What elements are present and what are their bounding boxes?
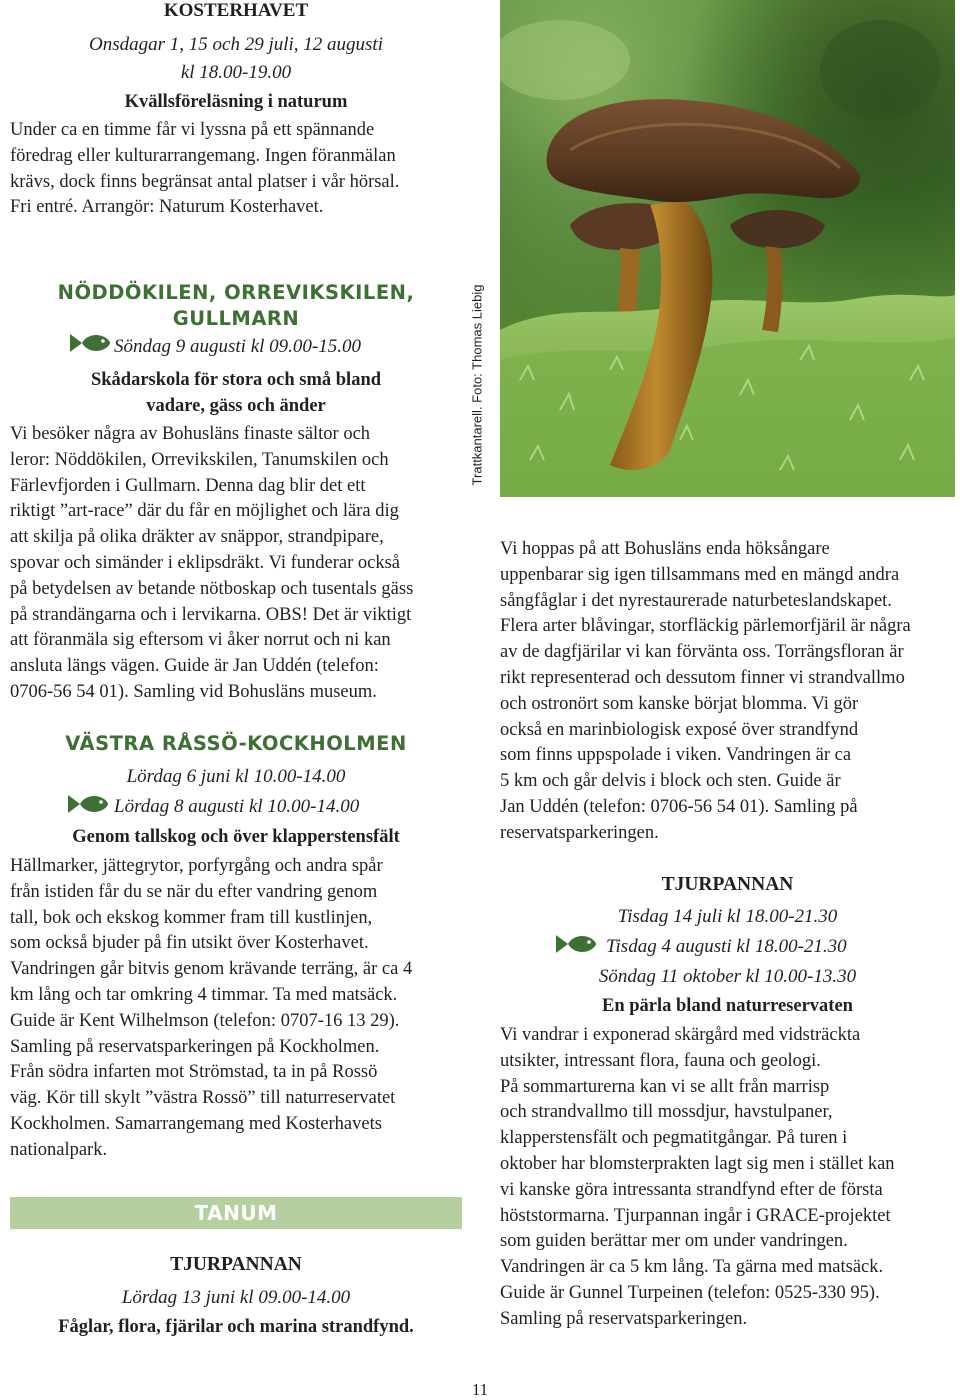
text-line: Under ca en timme får vi lyssna på ett spännande — [10, 120, 375, 140]
event-description — [500, 537, 955, 847]
text-line: Samling på reservatsparkeringen på Kockholmen. — [10, 1036, 380, 1057]
text-line: också en marinbiologisk exposé över strandfynd — [500, 719, 859, 740]
text-line: leror: Nöddökilen, Orrevikskilen, Tanumskilen och — [10, 449, 389, 470]
text-line: på strandängarna och i lervikarna. OBS! Det är viktigt — [10, 604, 412, 625]
fish-icon — [554, 932, 598, 956]
text-line: som också bjuder på fin utsikt över Kosterhavet. — [10, 933, 369, 954]
text-line: väg. Kör till skylt ”västra Rossö” till naturreservatet — [10, 1088, 396, 1109]
text-line: Jan Uddén (telefon: 0706-56 54 01). Samling på — [500, 796, 858, 817]
text-line: sångfåglar i det nyrestaurerade naturbeteslandskapet. — [500, 590, 892, 611]
page-number: 11 — [471, 1380, 489, 1399]
text-line: Flera arter blåvingar, storfläckig pärlemorfjäril är några — [500, 616, 911, 637]
event-date: Söndag 11 oktober kl 10.00-13.30 — [598, 966, 857, 987]
text-line: reservatsparkeringen. — [500, 822, 659, 843]
section-title-tjurpannan: TJURPANNAN — [170, 1254, 302, 1275]
text-line: km lång och tar omkring 4 timmar. Ta med matsäck. — [10, 984, 398, 1005]
text-line: Kockholmen. Samarrangemang med Kosterhavets — [10, 1113, 382, 1134]
text-line: klapperstensfält och pegmatitgångar. På turen i — [500, 1128, 848, 1149]
text-line: att föranmäla sig eftersom vi åker norrut och ni kan — [10, 630, 391, 651]
text-line: och ostronört som kanske börjat blomma. Vi gör — [500, 693, 859, 714]
text-line: som finns uppspolade i viken. Vandringen är ca — [500, 745, 852, 766]
mushroom-photo — [500, 0, 955, 497]
text-line: Samling på reservatsparkeringen. — [500, 1308, 748, 1329]
event-date: Lördag 13 juni kl 09.00-14.00 — [121, 1287, 351, 1308]
text-line: Guide är Gunnel Turpeinen (telefon: 0525-330 95). — [500, 1282, 880, 1303]
event-date: Lördag 8 augusti kl 10.00-14.00 — [114, 796, 360, 817]
section-title-tjurpannan: TJURPANNAN — [661, 874, 794, 895]
text-line: att skilja på olika dräkter av snäppor, strandpipare, — [10, 527, 384, 548]
text-line: ansluta längs vägen. Guide är Jan Uddén (telefon: — [10, 656, 379, 677]
text-line: rikt representerad och dessutom finner vi strandvallmo — [500, 667, 905, 688]
text-line: och strandvallmo till mossdjur, havstulpaner, — [500, 1102, 833, 1123]
photo-credit-text: Trattkantarell. Foto: Thomas Liebig — [469, 284, 485, 486]
event-date: Tisdag 14 juli kl 18.00-21.30 — [617, 906, 838, 927]
subtitle-line: Skådarskola för stora och små bland — [90, 370, 382, 390]
text-line: Vi besöker några av Bohusläns finaste sältor och — [10, 424, 371, 444]
text-line: Fri entré. Arrangör: Naturum Kosterhavet. — [10, 197, 324, 218]
mushroom-illustration — [500, 0, 955, 497]
text-line: vi kanske göra intressanta strandfynd efter de första — [500, 1179, 883, 1200]
event-description — [10, 854, 462, 1164]
event-subtitle: Genom tallskog och över klapperstensfält — [72, 827, 400, 847]
text-line: Hällmarker, jättegrytor, porfyrgång och andra spår — [10, 856, 383, 876]
text-line: Vandringen är ca 5 km lång. Ta gärna med matsäck. — [500, 1257, 884, 1278]
fish-icon — [68, 331, 112, 355]
text-line: tall, bok och ekskog kommer fram till kustlinjen, — [10, 907, 373, 928]
text-line: av de dagfjärilar vi kan förvänta oss. Torrängsfloran är — [500, 642, 904, 663]
region-bar-tanum: TANUM — [10, 1197, 462, 1229]
text-line: Vi hoppas på att Bohusläns enda höksångare — [500, 539, 830, 559]
section-title-line: NÖDDÖKILEN, ORREVIKSKILEN, — [57, 281, 415, 304]
section-title-noddokilen — [10, 280, 462, 332]
text-line: riktigt ”art-race” där du får en möjlighet och lära dig — [10, 501, 399, 522]
event-date: Söndag 9 augusti kl 09.00-15.00 — [114, 336, 361, 357]
text-line: spovar och simänder i eklipsdräkt. Vi funderar också — [10, 552, 401, 573]
event-date: Lördag 6 juni kl 10.00-14.00 — [126, 766, 346, 787]
text-line: Vi vandrar i exponerad skärgård med vidsträckta — [500, 1025, 861, 1045]
text-line: Vandringen går bitvis genom krävande terräng, är ca 4 — [10, 959, 413, 980]
text-line: uppenbarar sig igen tillsammans med en mängd andra — [500, 564, 900, 585]
event-description — [10, 118, 462, 221]
subtitle-line: vadare, gäss och änder — [146, 396, 326, 416]
text-line: oktober har blomsterprakten lagt sig men i stället kan — [500, 1153, 895, 1174]
text-line: som guiden berättar mer om under vandringen. — [500, 1231, 848, 1252]
text-line: föredrag eller kulturarrangemang. Ingen föranmälan — [10, 145, 396, 166]
text-line: På sommarturerna kan vi se allt från marrisp — [500, 1076, 830, 1097]
text-line: Guide är Kent Wilhelmson (telefon: 0707-16 13 29). — [10, 1010, 400, 1031]
text-line: på betydelsen av betande nötboskap och tusentals gäss — [10, 578, 414, 599]
event-description — [500, 1023, 955, 1333]
text-line: utsikter, intressant flora, fauna och geologi. — [500, 1050, 821, 1071]
text-line: höststormarna. Tjurpannan ingår i GRACE-projektet — [500, 1205, 891, 1226]
event-subtitle: Kvällsföreläsning i naturum — [124, 92, 348, 112]
text-line: 0706-56 54 01). Samling vid Bohusläns museum. — [10, 681, 377, 702]
photo-credit — [460, 270, 494, 500]
section-title-vastra-rasso: VÄSTRA RÅSSÖ-KOCKHOLMEN — [65, 732, 407, 755]
fish-icon — [66, 792, 110, 816]
event-time: kl 18.00-19.00 — [180, 62, 292, 83]
event-date: Tisdag 4 augusti kl 18.00-21.30 — [606, 936, 847, 957]
event-date: Onsdagar 1, 15 och 29 juli, 12 augusti — [89, 34, 383, 55]
text-line: nationalpark. — [10, 1139, 108, 1160]
section-title-kosterhavet: KOSTERHAVET — [163, 0, 309, 21]
event-subtitle: En pärla bland naturreservaten — [602, 996, 853, 1016]
text-line: från istiden får du se när du efter vandring genom — [10, 881, 378, 902]
event-subtitle: Fåglar, flora, fjärilar och marina strandfynd. — [58, 1317, 414, 1337]
text-line: Färlevfjorden i Gullmarn. Denna dag blir det ett — [10, 475, 366, 496]
text-line: Från södra infarten mot Strömstad, ta in på Rossö — [10, 1062, 378, 1083]
section-title-line: GULLMARN — [172, 307, 300, 330]
text-line: krävs, dock finns begränsat antal platser i vår hörsal. — [10, 171, 400, 192]
event-subtitle — [10, 367, 462, 419]
event-description — [10, 422, 462, 706]
text-line: 5 km och går delvis i block och sten. Guide är — [500, 771, 841, 792]
